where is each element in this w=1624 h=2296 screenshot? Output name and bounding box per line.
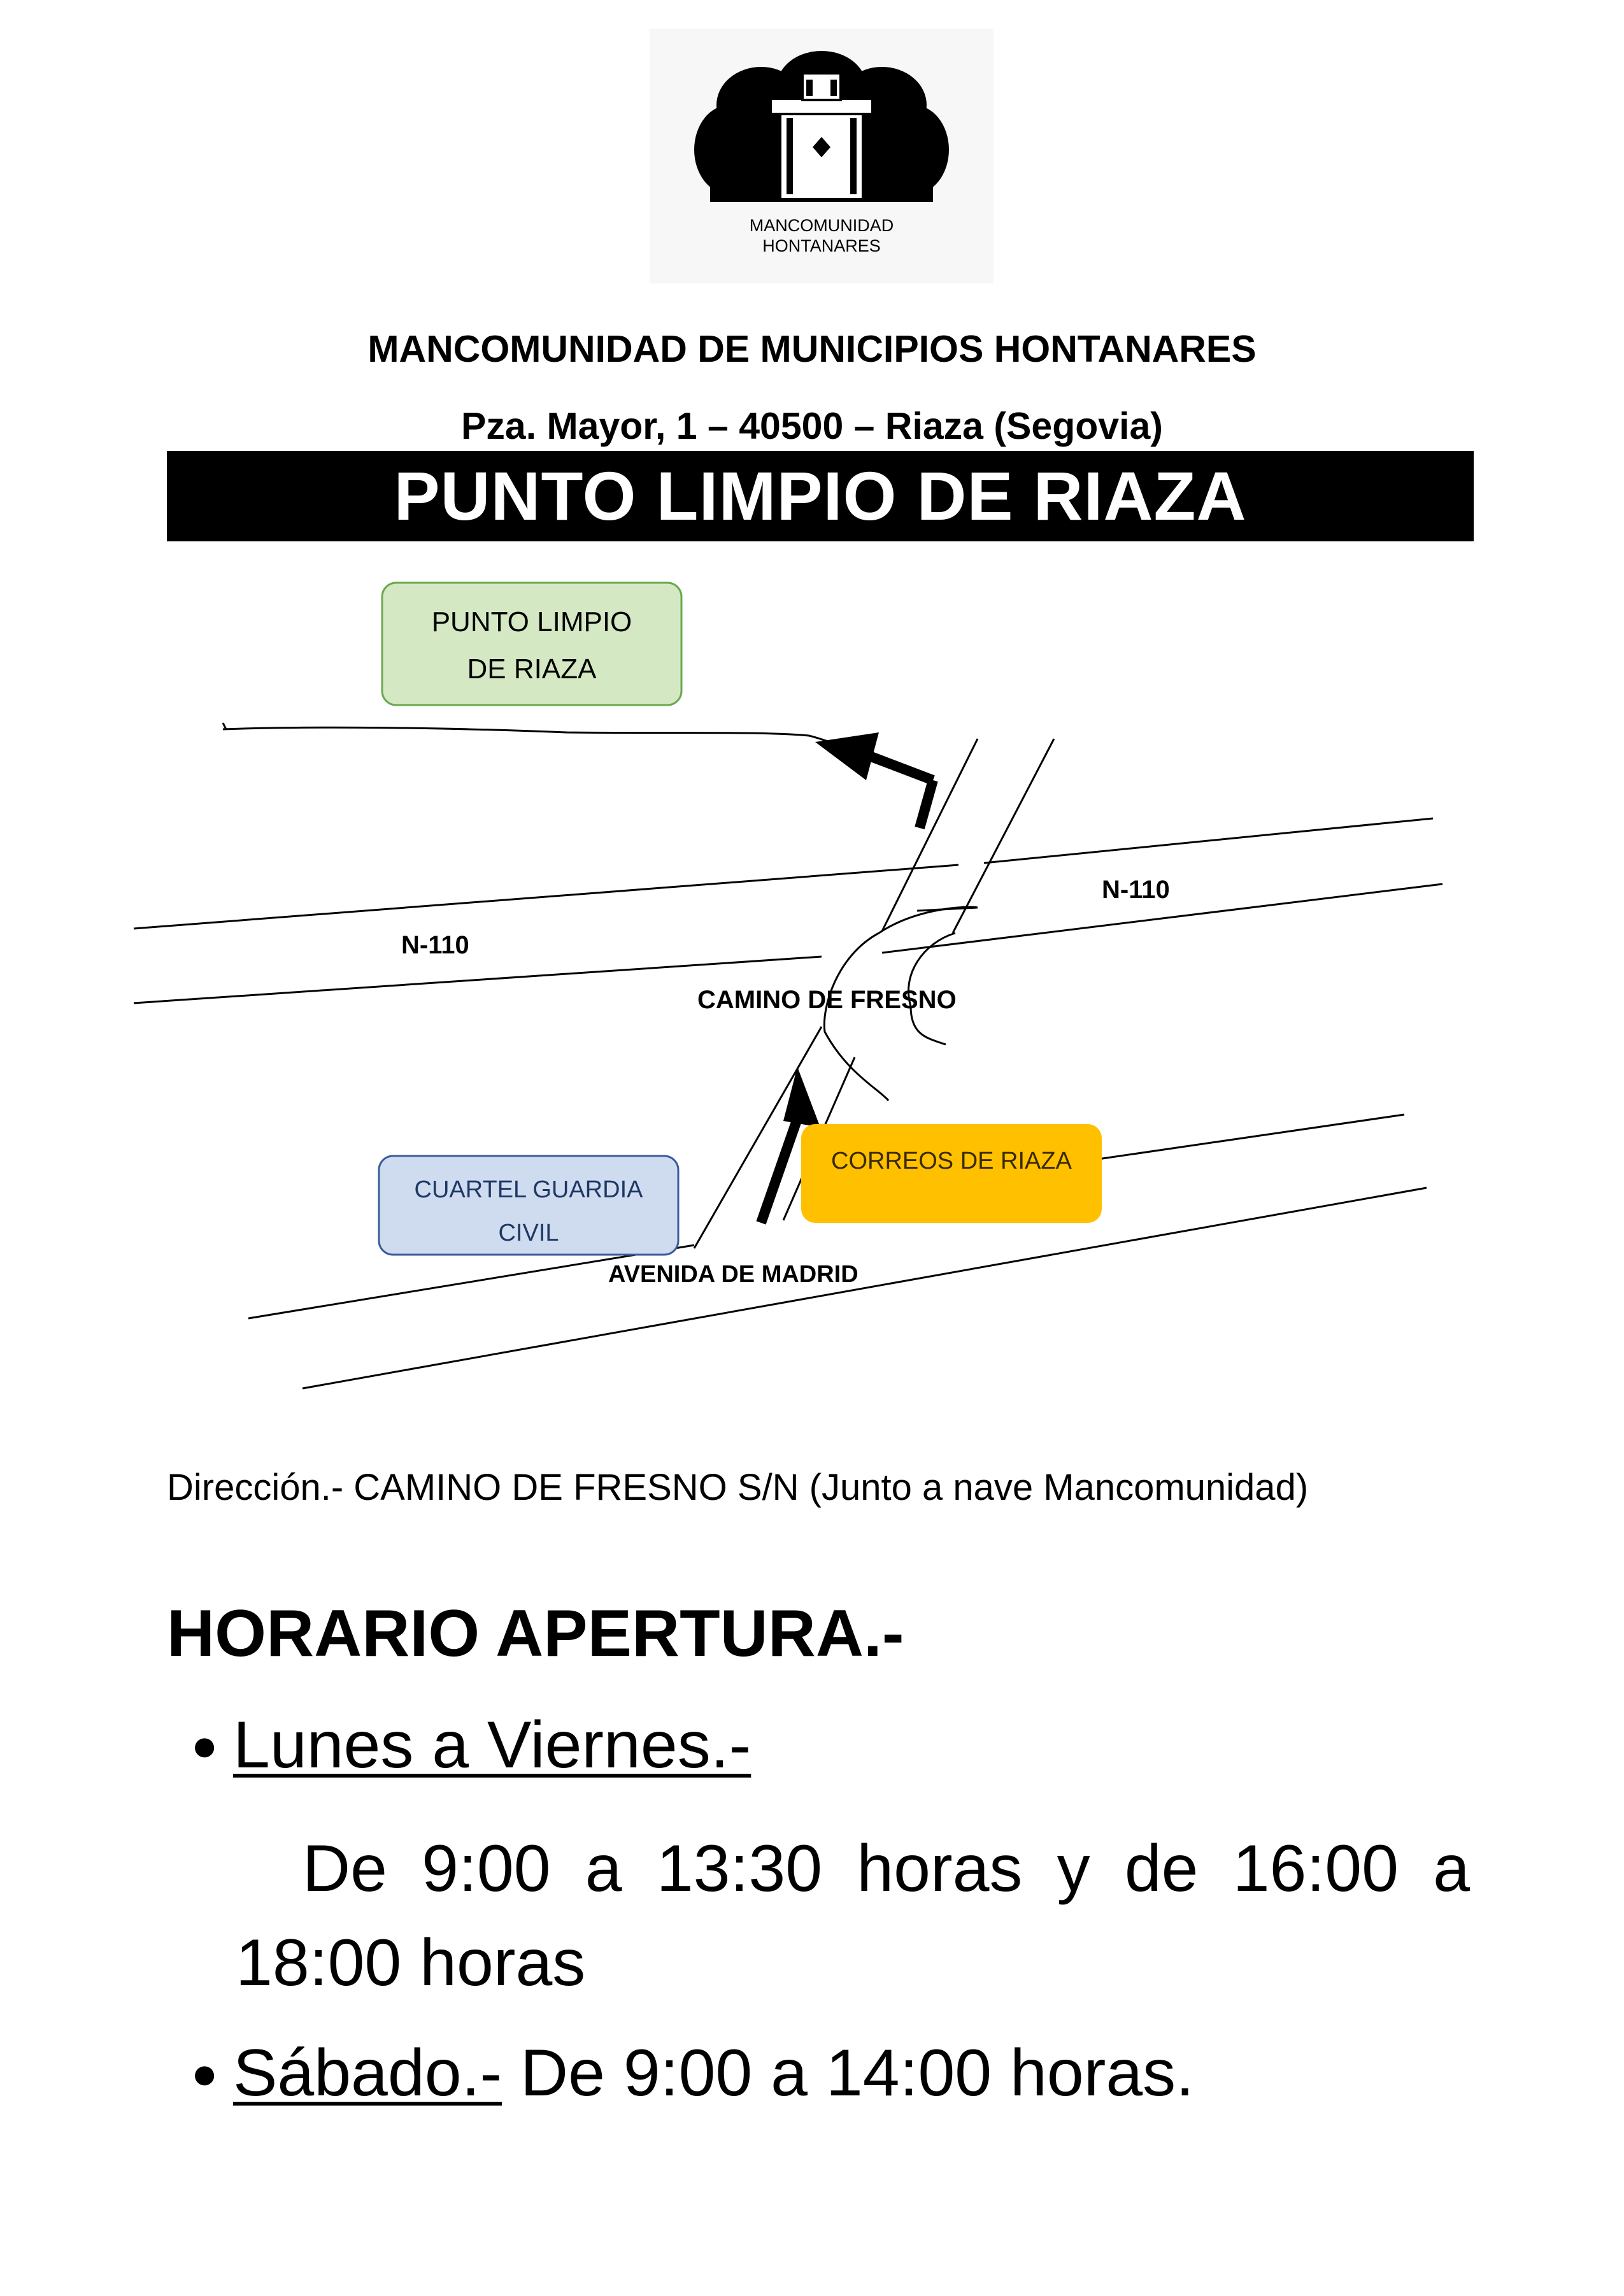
logo-text-line1: MANCOMUNIDAD	[749, 216, 894, 235]
weekday-item	[191, 1707, 751, 1788]
location-map	[121, 560, 1497, 1414]
destination-label-line2: DE RIAZA	[467, 653, 597, 685]
weekday-hours: De 9:00 a 13:30 horas y de 16:00 a 18:00 horas	[236, 1832, 1470, 2000]
hours-heading: HORARIO APERTURA.-	[167, 1597, 904, 1671]
saturday-label: Sábado.-	[233, 2036, 502, 2110]
banner-title: PUNTO LIMPIO DE RIAZA	[394, 457, 1247, 534]
destination-box	[382, 583, 681, 705]
weekday-label: Lunes a Viernes.-	[233, 1708, 751, 1782]
saturday-item	[191, 2035, 1194, 2116]
logo-text-line2: HONTANARES	[762, 236, 881, 255]
access-path	[223, 727, 911, 774]
bullet-icon: ●	[191, 1720, 218, 1770]
guardia-label-line2: CIVIL	[498, 1220, 559, 1246]
road-label-n110-right: N-110	[1102, 876, 1170, 904]
road-n110-lower-edge	[134, 884, 1442, 1003]
organization-address: Pza. Mayor, 1 – 40500 – Riaza (Segovia)	[461, 405, 1163, 447]
roundabout-outer	[824, 933, 888, 1101]
street-label-madrid: AVENIDA DE MADRID	[608, 1261, 858, 1288]
direction-arrow-left	[815, 732, 933, 828]
road-n110-upper-edge	[134, 818, 1433, 929]
street-label-fresno: CAMINO DE FRESNO	[697, 986, 957, 1014]
landmark-correos	[801, 1124, 1102, 1223]
road-label-n110-left: N-110	[401, 931, 469, 959]
correos-label: CORREOS DE RIAZA	[831, 1148, 1072, 1174]
destination-label-line1: PUNTO LIMPIO	[431, 606, 632, 638]
logo	[650, 29, 994, 283]
building-emblem-icon	[650, 29, 994, 283]
organization-name: MANCOMUNIDAD DE MUNICIPIOS HONTANARES	[367, 328, 1257, 370]
guardia-label-line1: CUARTEL GUARDIA	[414, 1176, 643, 1203]
bullet-icon: ●	[191, 2048, 218, 2098]
saturday-hours: De 9:00 a 14:00 horas.	[502, 2036, 1195, 2110]
map-drawing	[121, 560, 1497, 1414]
address-text: Dirección.- CAMINO DE FRESNO S/N (Junto a nave Mancomunidad)	[167, 1467, 1309, 1508]
title-banner	[167, 451, 1474, 541]
landmark-guardia-civil	[379, 1156, 678, 1255]
